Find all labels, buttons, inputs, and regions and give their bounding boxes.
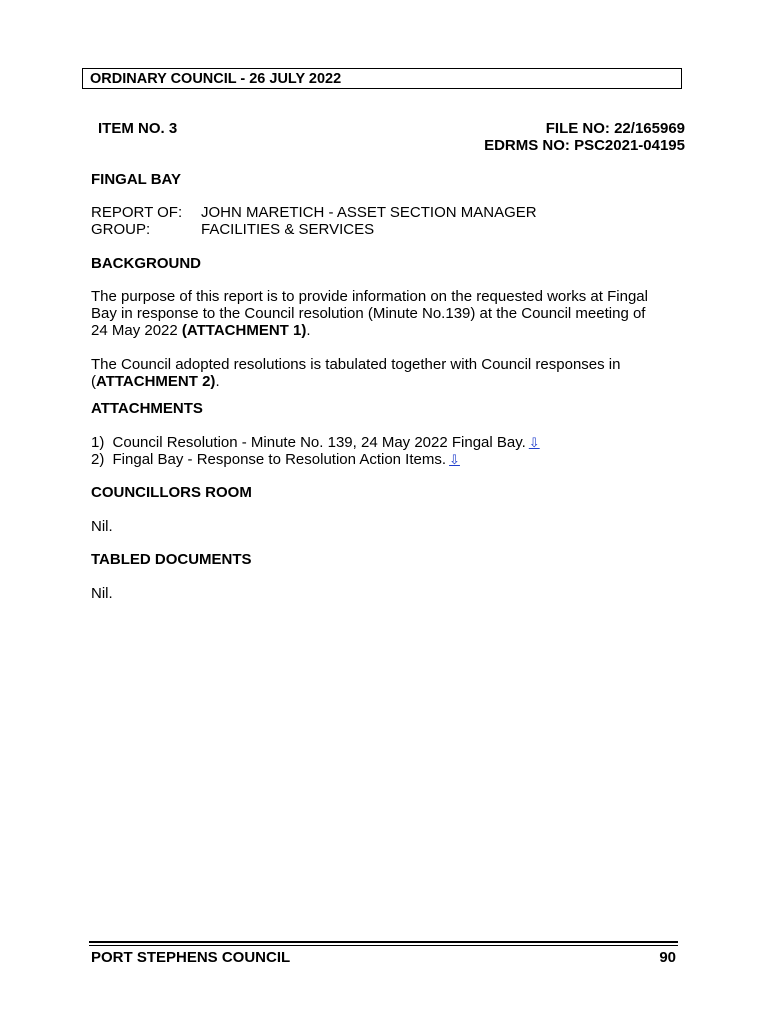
group-value: FACILITIES & SERVICES xyxy=(201,221,375,238)
download-arrow-icon[interactable]: ⇩ xyxy=(449,452,460,467)
item-number: ITEM NO. 3 xyxy=(98,120,178,137)
attachment-list-item xyxy=(91,451,460,468)
attachment-1-ref: (ATTACHMENT 1) xyxy=(181,322,307,339)
background-p1-line3-end: . xyxy=(306,322,311,339)
attachment-2-ref: ATTACHMENT 2) xyxy=(96,373,216,390)
report-of-value: JOHN MARETICH - ASSET SECTION MANAGER xyxy=(201,204,537,221)
councillors-room-heading: COUNCILLORS ROOM xyxy=(91,484,252,501)
attachments-heading: ATTACHMENTS xyxy=(91,400,203,417)
background-p1-line3-text: 24 May 2022 xyxy=(91,322,182,339)
attachment-text: Council Resolution - Minute No. 139, 24 May 2022 Fingal Bay. xyxy=(112,434,526,451)
download-arrow-icon[interactable]: ⇩ xyxy=(528,435,540,450)
background-p2-line2-end: . xyxy=(215,373,220,390)
header-title: ORDINARY COUNCIL - 26 JULY 2022 xyxy=(90,71,342,87)
attachment-text: Fingal Bay - Response to Resolution Action Items. xyxy=(112,451,447,468)
report-of-label: REPORT OF: xyxy=(91,204,183,221)
page-number: 90 xyxy=(659,949,676,966)
tabled-documents-text: Nil. xyxy=(91,585,113,602)
background-heading: BACKGROUND xyxy=(91,255,201,272)
background-p1-line2: Bay in response to the Council resolution (Minute No.139) at the Council meeting of xyxy=(91,305,646,322)
background-p2-line2-start: ( xyxy=(91,373,96,390)
background-p2-line1: The Council adopted resolutions is tabulated together with Council responses in xyxy=(91,356,621,373)
edrms-number: EDRMS NO: PSC2021-04195 xyxy=(484,137,685,154)
subject-title: FINGAL BAY xyxy=(91,171,182,188)
background-p1-line3 xyxy=(91,322,311,339)
group-label: GROUP: xyxy=(91,221,151,238)
attachment-list-item xyxy=(91,434,540,451)
attachment-number: 1) xyxy=(91,434,105,451)
background-p2-line2 xyxy=(91,373,220,390)
footer-rule-thick xyxy=(89,941,678,943)
file-number: FILE NO: 22/165969 xyxy=(545,120,685,137)
header-box xyxy=(82,68,682,89)
attachment-number: 2) xyxy=(91,451,105,468)
background-p1-line1: The purpose of this report is to provide information on the requested works at Fingal xyxy=(91,288,648,305)
footer-rule-thin xyxy=(89,945,678,946)
councillors-room-text: Nil. xyxy=(91,518,113,535)
footer-org: PORT STEPHENS COUNCIL xyxy=(91,949,291,966)
tabled-documents-heading: TABLED DOCUMENTS xyxy=(91,551,252,568)
